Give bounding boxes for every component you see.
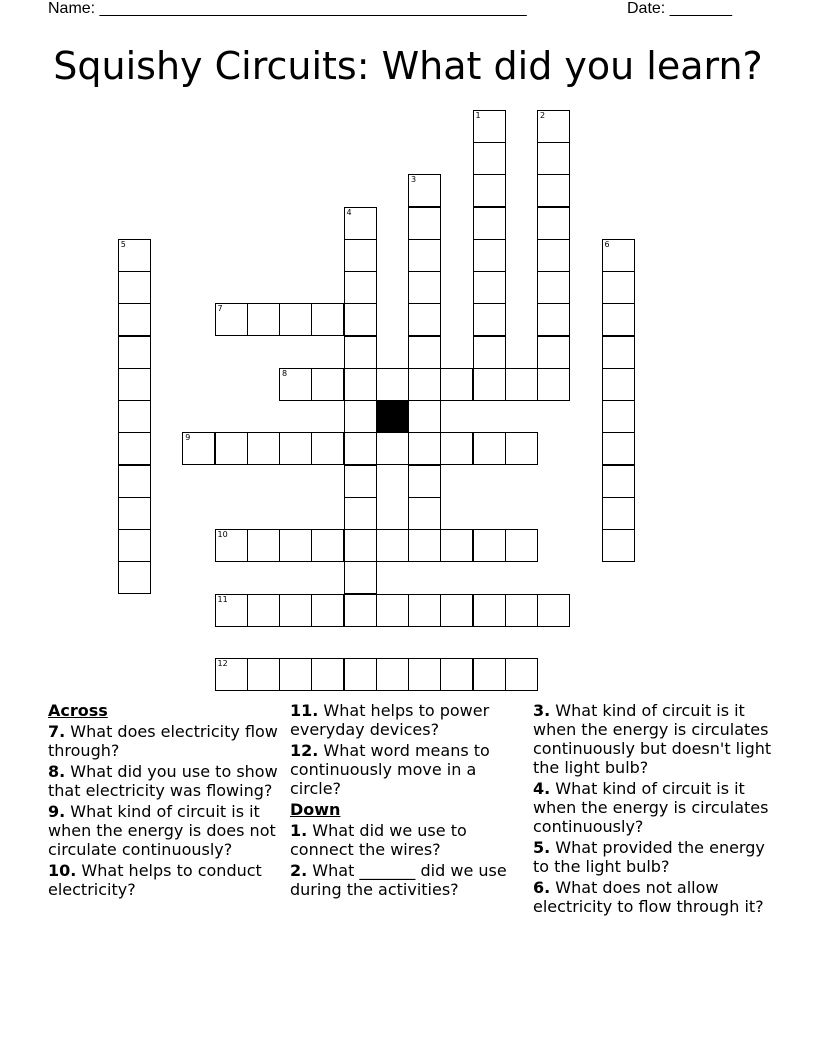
grid-cell[interactable] — [279, 658, 312, 691]
grid-cell[interactable] — [311, 658, 344, 691]
grid-cell[interactable] — [408, 271, 441, 304]
clue-across-7 — [48, 722, 284, 760]
grid-cell[interactable] — [118, 529, 151, 562]
grid-cell[interactable] — [505, 368, 538, 401]
grid-cell[interactable] — [118, 368, 151, 401]
grid-cell[interactable] — [344, 465, 377, 498]
clue-text: What helps to conduct electricity? — [48, 861, 262, 899]
grid-cell[interactable] — [215, 529, 248, 562]
clue-across-9 — [48, 802, 284, 859]
grid-cell[interactable] — [473, 142, 506, 175]
grid-cell[interactable] — [344, 303, 377, 336]
grid-cell[interactable] — [408, 432, 441, 465]
grid-cell[interactable] — [537, 368, 570, 401]
grid-cell[interactable] — [215, 303, 248, 336]
clues-column-2 — [290, 701, 526, 901]
grid-cell[interactable] — [408, 303, 441, 336]
clue-across-11 — [290, 701, 526, 739]
clue-down-2 — [290, 861, 526, 899]
clue-text: What did we use to connect the wires? — [290, 821, 467, 859]
grid-cell[interactable] — [537, 207, 570, 240]
grid-cell[interactable] — [408, 400, 441, 433]
grid-cell[interactable] — [602, 271, 635, 304]
grid-cell[interactable] — [118, 497, 151, 530]
grid-cell[interactable] — [408, 465, 441, 498]
grid-cell[interactable] — [505, 432, 538, 465]
clue-number: 10. — [48, 861, 77, 880]
grid-cell[interactable] — [537, 239, 570, 272]
grid-cell[interactable] — [408, 174, 441, 207]
grid-cell[interactable] — [473, 174, 506, 207]
grid-cell[interactable] — [118, 239, 151, 272]
clue-across-12 — [290, 741, 526, 798]
clue-number: 4. — [533, 779, 551, 798]
grid-cell[interactable] — [311, 594, 344, 627]
grid-cell[interactable] — [215, 432, 248, 465]
grid-cell[interactable] — [215, 594, 248, 627]
clue-text: What word means to continuously move in a circle? — [290, 741, 490, 798]
grid-cell[interactable] — [602, 303, 635, 336]
clue-text: What does not allow electricity to flow through it? — [533, 878, 764, 916]
grid-cell[interactable] — [344, 271, 377, 304]
cell-number: 4 — [346, 207, 352, 217]
grid-cell[interactable] — [408, 368, 441, 401]
date-field-label: Date: _______ — [627, 0, 732, 17]
grid-cell[interactable] — [440, 529, 473, 562]
grid-cell[interactable] — [118, 336, 151, 369]
cell-number: 10 — [217, 530, 228, 539]
grid-cell[interactable] — [215, 658, 248, 691]
clue-number: 12. — [290, 741, 319, 760]
grid-cell[interactable] — [344, 368, 377, 401]
grid-cell[interactable] — [408, 594, 441, 627]
grid-cell[interactable] — [602, 529, 635, 562]
grid-cell[interactable] — [473, 303, 506, 336]
grid-cell[interactable] — [473, 594, 506, 627]
grid-cell[interactable] — [473, 432, 506, 465]
grid-cell[interactable] — [279, 432, 312, 465]
cell-number: 1 — [475, 110, 481, 120]
grid-cell[interactable] — [118, 271, 151, 304]
clues-column-1 — [48, 701, 284, 901]
grid-cell[interactable] — [344, 336, 377, 369]
grid-cell[interactable] — [473, 239, 506, 272]
grid-cell[interactable] — [118, 400, 151, 433]
grid-cell[interactable] — [408, 497, 441, 530]
clue-text: What does electricity flow through? — [48, 722, 278, 760]
clue-number: 1. — [290, 821, 308, 840]
grid-cell[interactable] — [344, 497, 377, 530]
grid-cell[interactable] — [408, 658, 441, 691]
black-cell — [376, 400, 409, 433]
grid-cell[interactable] — [344, 594, 377, 627]
grid-cell[interactable] — [376, 658, 409, 691]
cell-number: 7 — [217, 304, 223, 314]
grid-cell[interactable] — [344, 658, 377, 691]
grid-cell[interactable] — [344, 400, 377, 433]
grid-cell[interactable] — [505, 594, 538, 627]
grid-cell[interactable] — [247, 432, 280, 465]
grid-cell[interactable] — [279, 368, 312, 401]
grid-cell[interactable] — [602, 497, 635, 530]
clue-number: 2. — [290, 861, 308, 880]
cell-number: 12 — [217, 659, 228, 668]
grid-cell[interactable] — [376, 529, 409, 562]
clue-number: 8. — [48, 762, 66, 781]
clue-text: What did you use to show that electricity was flowing? — [48, 762, 278, 800]
clue-number: 3. — [533, 701, 551, 720]
clue-text: What helps to power everyday devices? — [290, 701, 490, 739]
grid-cell[interactable] — [344, 529, 377, 562]
cell-number: 9 — [185, 433, 191, 443]
page-title: Squishy Circuits: What did you learn? — [53, 44, 763, 88]
grid-cell[interactable] — [247, 529, 280, 562]
grid-cell[interactable] — [473, 658, 506, 691]
clue-down-6 — [533, 878, 773, 916]
cell-number: 2 — [540, 110, 546, 120]
clue-down-5 — [533, 838, 773, 876]
grid-cell[interactable] — [376, 594, 409, 627]
grid-cell[interactable] — [247, 303, 280, 336]
cell-number: 3 — [411, 175, 417, 185]
grid-cell[interactable] — [602, 368, 635, 401]
grid-cell[interactable] — [537, 142, 570, 175]
clue-down-3 — [533, 701, 773, 777]
grid-cell[interactable] — [311, 432, 344, 465]
grid-cell[interactable] — [602, 336, 635, 369]
grid-cell[interactable] — [440, 658, 473, 691]
grid-cell[interactable] — [408, 239, 441, 272]
clue-text: What kind of circuit is it when the energy is does not circulate continuously? — [48, 802, 276, 859]
grid-cell[interactable] — [118, 465, 151, 498]
grid-cell[interactable] — [279, 529, 312, 562]
grid-cell[interactable] — [473, 368, 506, 401]
grid-cell[interactable] — [473, 336, 506, 369]
clue-text: What kind of circuit is it when the energy is circulates continuously but doesn't light the light bulb? — [533, 701, 772, 777]
clue-across-10 — [48, 861, 284, 899]
grid-cell[interactable] — [602, 400, 635, 433]
clue-down-1 — [290, 821, 526, 859]
grid-cell[interactable] — [344, 239, 377, 272]
grid-cell[interactable] — [537, 594, 570, 627]
clue-text: What provided the energy to the light bulb? — [533, 838, 765, 876]
grid-cell[interactable] — [279, 303, 312, 336]
cell-number: 6 — [604, 239, 610, 249]
clue-across-8 — [48, 762, 284, 800]
grid-cell[interactable] — [311, 529, 344, 562]
clue-down-4 — [533, 779, 773, 836]
name-field-label: Name: ________________________________________________ — [48, 0, 527, 17]
clues-column-3 — [533, 701, 773, 918]
grid-cell[interactable] — [408, 336, 441, 369]
clue-number: 11. — [290, 701, 319, 720]
grid-cell[interactable] — [118, 561, 151, 594]
grid-cell[interactable] — [537, 271, 570, 304]
cell-number: 8 — [282, 368, 288, 378]
grid-cell[interactable] — [118, 432, 151, 465]
grid-cell[interactable] — [376, 432, 409, 465]
grid-cell[interactable] — [247, 594, 280, 627]
cell-number: 11 — [217, 594, 228, 604]
grid-cell[interactable] — [311, 303, 344, 336]
grid-cell[interactable] — [537, 336, 570, 369]
grid-cell[interactable] — [473, 110, 506, 143]
grid-cell[interactable] — [182, 432, 215, 465]
grid-cell[interactable] — [440, 594, 473, 627]
grid-cell[interactable] — [247, 658, 280, 691]
clue-text: What kind of circuit is it when the energy is circulates continuously? — [533, 779, 769, 836]
grid-cell[interactable] — [408, 207, 441, 240]
grid-cell[interactable] — [440, 368, 473, 401]
clue-text: What _______ did we use during the activities? — [290, 861, 507, 899]
down-heading: Down — [290, 800, 341, 819]
grid-cell[interactable] — [505, 658, 538, 691]
grid-cell[interactable] — [537, 303, 570, 336]
grid-cell[interactable] — [473, 207, 506, 240]
grid-cell[interactable] — [505, 529, 538, 562]
across-heading: Across — [48, 701, 108, 720]
grid-cell[interactable] — [537, 174, 570, 207]
grid-cell[interactable] — [602, 465, 635, 498]
grid-cell[interactable] — [311, 368, 344, 401]
grid-cell[interactable] — [344, 561, 377, 594]
grid-cell[interactable] — [344, 432, 377, 465]
grid-cell[interactable] — [602, 432, 635, 465]
grid-cell[interactable] — [537, 110, 570, 143]
clue-number: 5. — [533, 838, 551, 857]
grid-cell[interactable] — [344, 207, 377, 240]
grid-cell[interactable] — [376, 368, 409, 401]
grid-cell[interactable] — [473, 271, 506, 304]
grid-cell[interactable] — [602, 239, 635, 272]
clue-number: 7. — [48, 722, 66, 741]
grid-cell[interactable] — [408, 529, 441, 562]
cell-number: 5 — [120, 239, 126, 249]
grid-cell[interactable] — [118, 303, 151, 336]
grid-cell[interactable] — [440, 432, 473, 465]
grid-cell[interactable] — [473, 529, 506, 562]
clue-number: 6. — [533, 878, 551, 897]
grid-cell[interactable] — [279, 594, 312, 627]
clue-number: 9. — [48, 802, 66, 821]
